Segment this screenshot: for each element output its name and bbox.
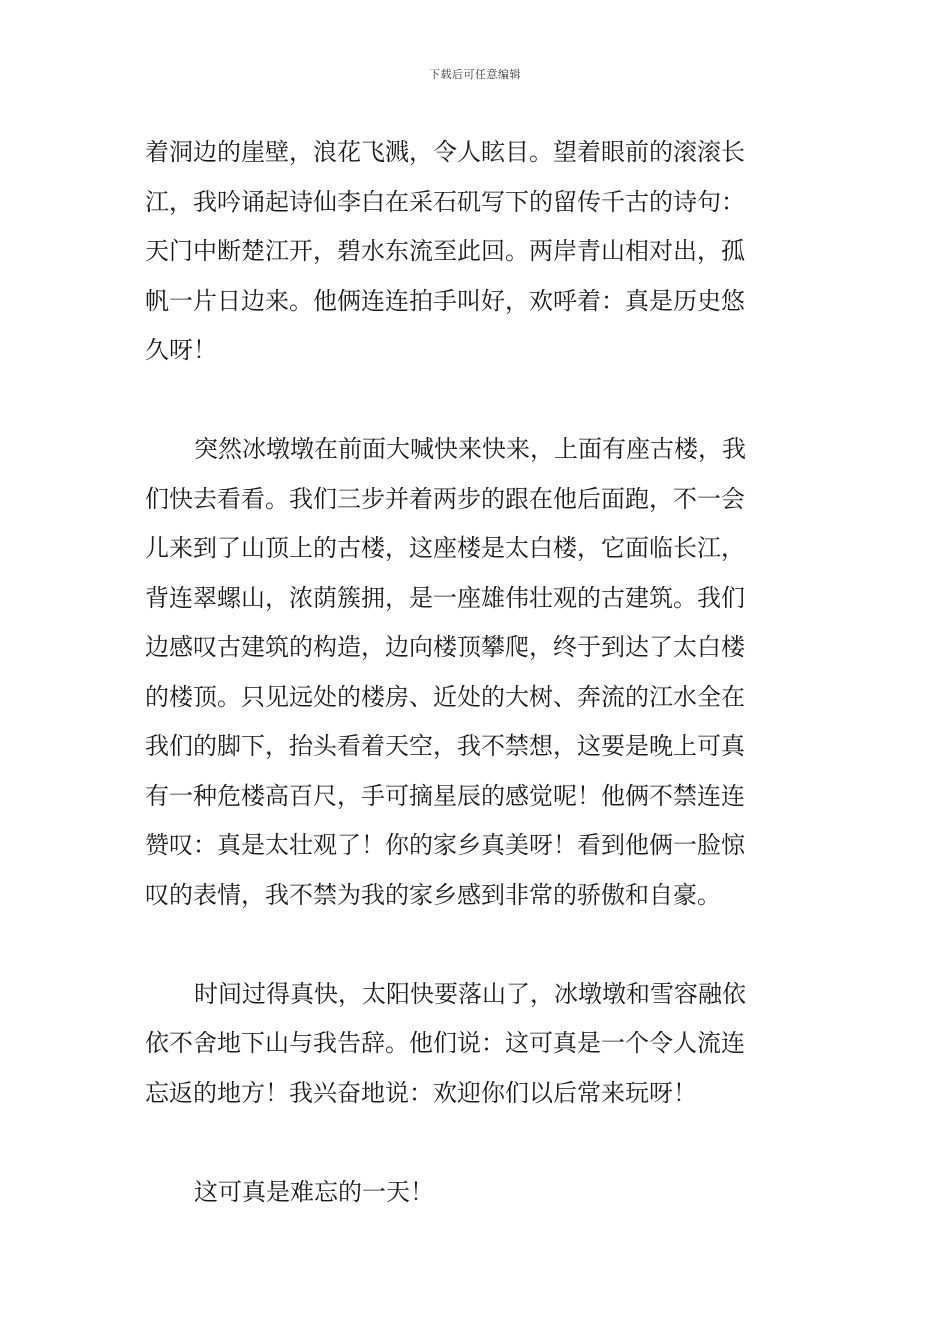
text-line: 我们的脚下，抬头看着天空，我不禁想，这要是晚上可真 xyxy=(145,732,745,760)
text-line: 们快去看看。我们三步并着两步的跟在他后面跑，不一会 xyxy=(145,484,745,513)
paragraph-spacer xyxy=(145,920,805,970)
paragraph-4 xyxy=(145,1168,805,1218)
text-line: 叹的表情，我不禁为我的家乡感到非常的骄傲和自豪。 xyxy=(145,880,721,909)
document-body xyxy=(145,128,805,1217)
page-header: 下载后可任意编辑 xyxy=(429,68,521,81)
text-line: 的楼顶。只见远处的楼房、近处的大树、奔流的江水全在 xyxy=(145,682,745,711)
text-line: 这可真是难忘的一天！ xyxy=(194,1177,434,1206)
text-line: 忘返的地方！我兴奋地说：欢迎你们以后常来玩呀！ xyxy=(145,1078,697,1107)
text-line: 帆一片日边来。他俩连连拍手叫好，欢呼着：真是历史悠 xyxy=(145,286,745,315)
text-line: 依不舍地下山与我告辞。他们说：这可真是一个令人流连 xyxy=(145,1029,745,1057)
text-line: 着洞边的崖壁，浪花飞溅，令人眩目。望着眼前的滚滚长 xyxy=(145,138,745,166)
paragraph-3 xyxy=(145,970,805,1119)
text-line: 边感叹古建筑的构造，边向楼顶攀爬，终于到达了太白楼 xyxy=(145,633,745,661)
text-line: 突然冰墩墩在前面大喊快来快来，上面有座古楼，我 xyxy=(194,435,746,463)
paragraph-1 xyxy=(145,128,805,376)
paragraph-spacer xyxy=(145,376,805,426)
text-line: 儿来到了山顶上的古楼，这座楼是太白楼，它面临长江， xyxy=(145,534,745,562)
text-line: 江，我吟诵起诗仙李白在采石矶写下的留传千古的诗句： xyxy=(145,187,745,216)
paragraph-spacer xyxy=(145,1118,805,1168)
text-line: 有一种危楼高百尺，手可摘星辰的感觉呢！他俩不禁连连 xyxy=(145,781,745,810)
text-line: 时间过得真快，太阳快要落山了，冰墩墩和雪容融依 xyxy=(194,979,746,1008)
text-line: 赞叹：真是太壮观了！你的家乡真美呀！看到他俩一脸惊 xyxy=(145,831,745,859)
text-line: 久呀！ xyxy=(145,336,217,364)
paragraph-2 xyxy=(145,425,805,920)
text-line: 天门中断楚江开，碧水东流至此回。两岸青山相对出，孤 xyxy=(145,237,745,265)
text-line: 背连翠螺山，浓荫簇拥，是一座雄伟壮观的古建筑。我们 xyxy=(145,583,745,612)
